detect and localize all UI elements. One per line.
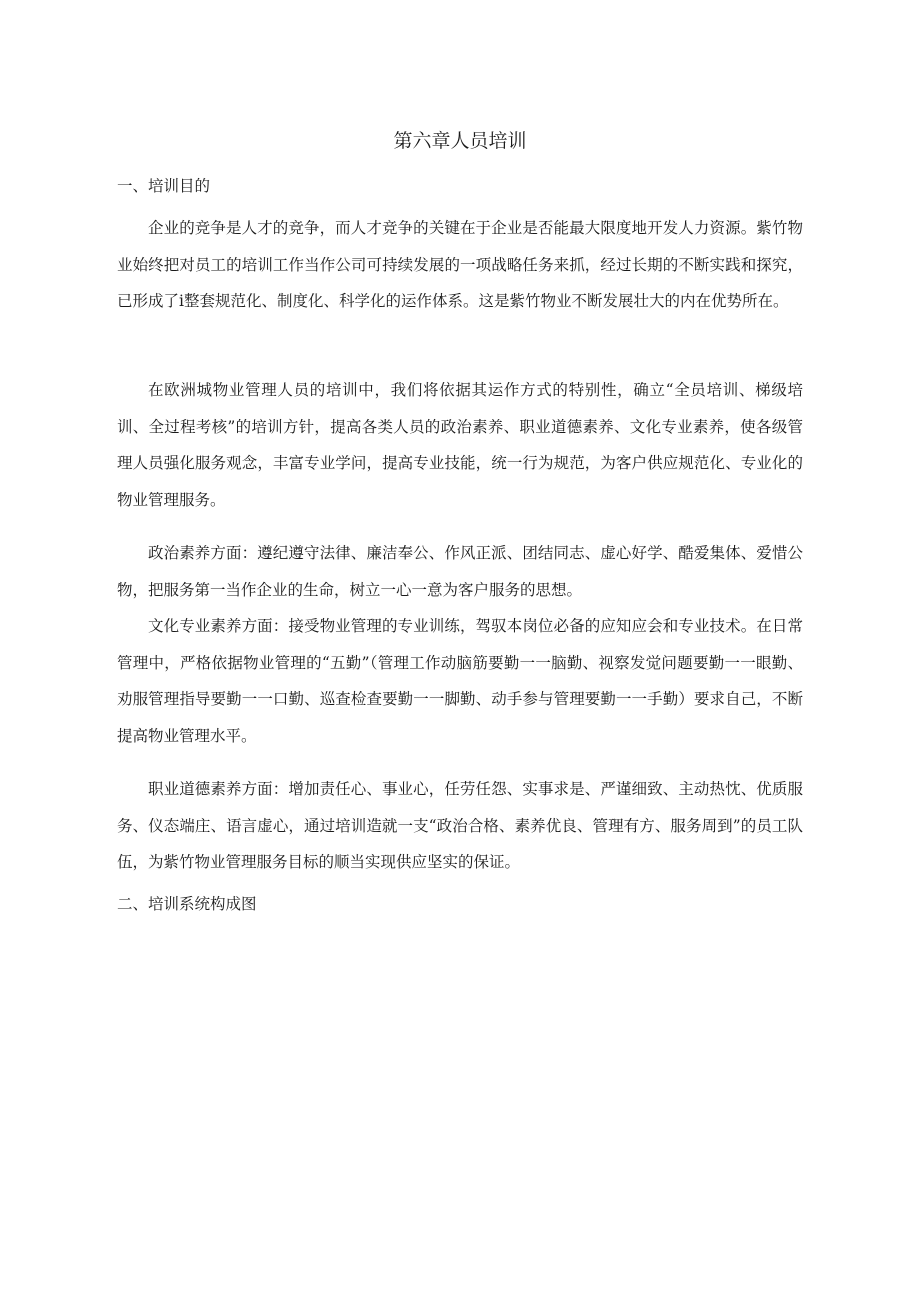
paragraph-political-quality: 政治素养方面：遵纪遵守法律、廉洁奉公、作风正派、团结同志、虚心好学、酷爱集体、爱惜公物，把服务第一当作企业的生命，树立一心一意为客户服务的思想。: [117, 544, 803, 599]
paragraph-competition: 企业的竞争是人才的竞争，而人才竞争的关键在于企业是否能最大限度地开发人力资源。紫竹物业始终把对员工的培训工作当作公司可持续发展的一项战略任务来抓，经过长期的不断实践和探究，已形成了ⅰ整套规范化、制度化、科学化的运作体系。这是紫竹物业不断发展壮大的内在优势所在。: [117, 219, 803, 310]
section-heading-training-purpose: 一、培训目的: [117, 177, 211, 195]
page-title: 第六章人员培训: [393, 130, 527, 152]
paragraph-training-policy: 在欧洲城物业管理人员的培训中，我们将依据其运作方式的特别性，确立“全员培训、梯级培训、全过程考核”的培训方针，提高各类人员的政治素养、职业道德素养、文化专业素养，使各级管理人员强化服务观念，丰富专业学问，提高专业技能，统一行为规范，为客户供应规范化、专业化的物业管理服务。: [117, 381, 803, 509]
paragraph-professional-quality: 文化专业素养方面：接受物业管理的专业训练，驾驭本岗位必备的应知应会和专业技术。在日常管理中，严格依据物业管理的“五勤”（管理工作动脑筋要勤一一脑勤、视察发觉问题要勤一一眼勤、劝服管理指导要勤一一口勤、巡查检查要勤一一脚勤、动手参与管理要勤一一手勤）要求自己，不断提高物业管理水平。: [117, 617, 803, 745]
paragraph-ethics-quality: 职业道德素养方面：增加责任心、事业心，任劳任怨、实事求是、严谨细致、主动热忱、优质服务、仪态端庄、语言虚心，通过培训造就一支“政治合格、素养优良、管理有方、服务周到”的员工队伍，为紫竹物业管理服务目标的顺当实现供应坚实的保证。: [117, 780, 803, 871]
section-heading-training-system: 二、培训系统构成图: [117, 895, 257, 913]
